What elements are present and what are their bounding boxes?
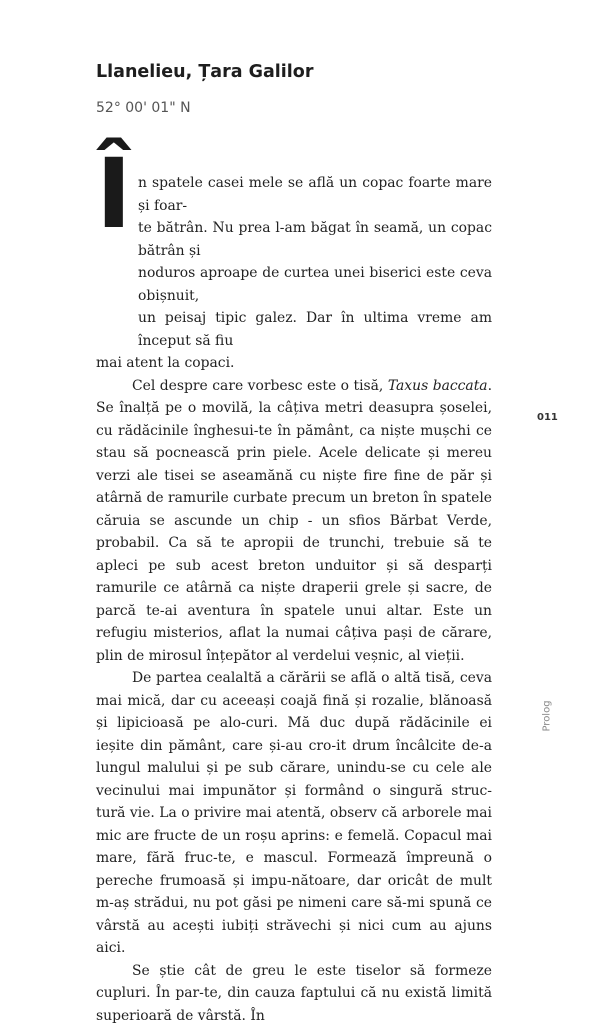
paragraph-1 [96,172,492,375]
paragraph-4: Se știe cât de greu le este tiselor să formeze cupluri. În par-te, din cauza faptului că nu există limită superioară de vârstă. În [96,960,492,1027]
coordinates-subheading: 52° 00' 01" N [96,100,191,116]
paragraph-1-line: te bătrân. Nu prea l-am băgat în seamă, un copac bătrân și [96,217,492,262]
page-number: 011 [537,412,558,423]
paragraph-3: De partea cealaltă a cărării se află o altă tisă, ceva mai mică, dar cu aceeași coajă fină și rozalie, blănoasă și lipicioasă pe alo-curi. Mă duc după rădăcinile ei ieșite din pământ, care și-au cro-it drum încâlcite de-a lungul malului și pe sub cărare, unindu-se cu cele ale vecinului mai impunător și formând o singură struc-tură vie. La o privire mai atentă, observ că arborele mai mic are fructe de un roșu aprins: e femelă. Copacul mai mare, fără fruc-te, e mascul. Formează împreună o pereche frumoasă și impu-nătoare, dar oricât de mult m-aș strădui, nu pot găsi pe nimeni care să-mi spună ce vârstă au acești iubiți străvechi și nici cum au ajuns aici. [96,667,492,960]
chapter-location-heading: Llanelieu, Țara Galilor [96,62,313,82]
paragraph-1-line: un peisaj tipic galez. Dar în ultima vreme am început să fiu [96,307,492,352]
drop-cap: Î [96,146,132,242]
paragraph-2-text-cont: . Se înalță pe o movilă, la câțiva metri deasupra șoselei, cu rădăcinile înghesui-te în pământ, ca niște mușchi ce stau să pocnească prin piele. Acele delicate și mereu verzi ale tisei se aseamănă cu niște fire fine de păr și atârnă de ramurile curbate precum un breton în spatele căruia se ascunde un chip - un sfios Bărbat Verde, probabil. Ca să te apropii de trunchi, trebuie să te apleci pe sub acest breton unduitor și să desparți ramurile ce atârnă ca niște draperii grele și sacre, de parcă te-ai aventura în spatele unui altar. Este un refugiu misterios, aflat la numai câțiva pași de cărare, plin de mirosul înțepător al verdelui veșnic, al vieții. [96,378,492,664]
running-title: Prolog [542,700,553,731]
paragraph-1-line: mai atent la copaci. [96,355,234,371]
paragraph-1-line: noduros aproape de curtea unei biserici este ceva obișnuit, [96,262,492,307]
paragraph-2-text: Cel despre care vorbesc este o tisă, [132,378,388,394]
paragraph-2 [96,375,492,668]
body-text [96,172,492,1027]
scientific-name: Taxus baccata [388,378,488,394]
paragraph-1-line: n spatele casei mele se află un copac foarte mare și foar- [96,172,492,217]
